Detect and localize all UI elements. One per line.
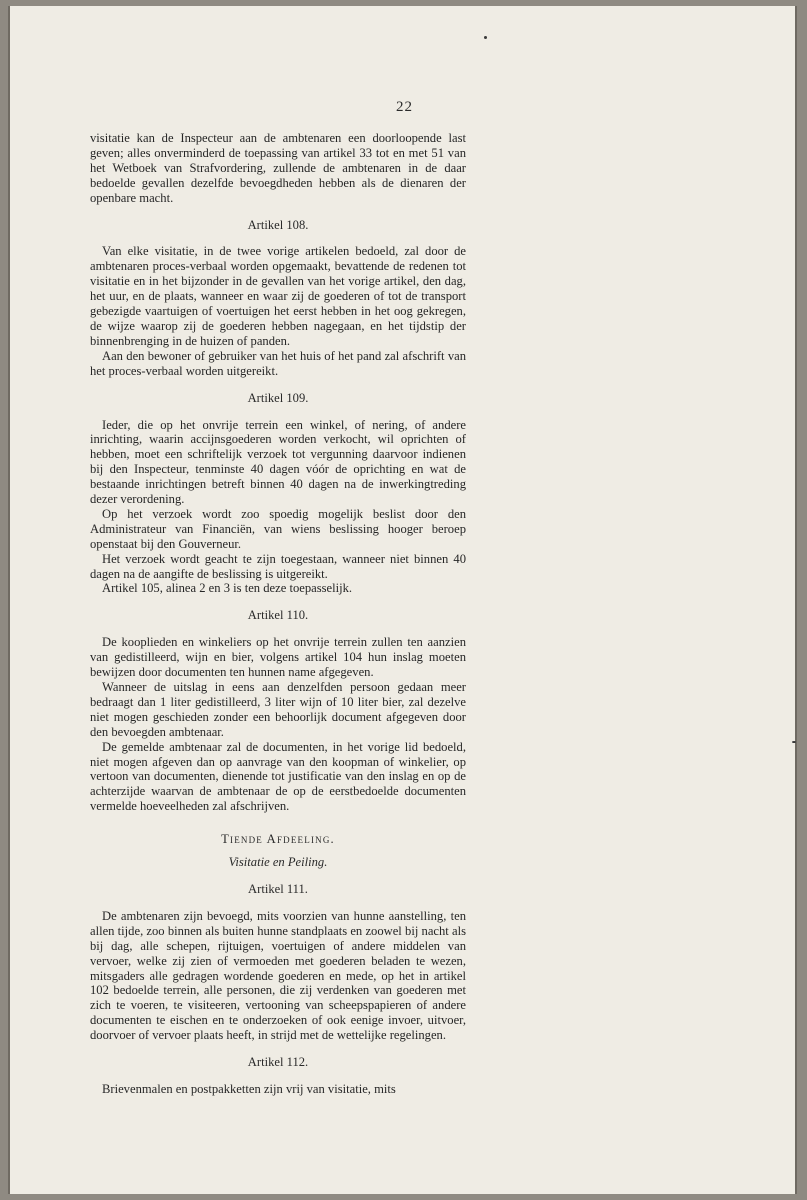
paragraph: Van elke visitatie, in de twee vorige artikelen bedoeld, zal door de ambtenaren proces-verbaal worden opgemaakt, bevattende de redenen tot visitatie en in het bijzonder in de gevallen van het vorige artikel, den dag, het uur, en de plaats, wanneer en waar zij de goederen of tot de transport gebezigde vaartuigen of voertuigen het eerst hebben in het oog gekregen, de wijze waarop zij de goederen hebben nagegaan, en het tijdstip der binnenbrenging in de huizen of panden.: [90, 244, 466, 348]
paragraph: De ambtenaren zijn bevoegd, mits voorzien van hunne aanstelling, ten allen tijde, zoo binnen als buiten hunne standplaats en zoowel bij nacht als bij dag, alle schepen, rijtuigen, voertuigen of andere middelen van vervoer, welke zij zien of vermoeden met goederen beladen te wezen, mitsgaders alle gedragen wordende goederen en mede, op het in artikel 102 bedoelde terrein, alle personen, die zij verdenken van goederen met zich te voeren, te visiteeren, vertooning van scheepspapieren of andere documenten te eischen en te onderzoeken of ook eenige invoer, uitvoer, doorvoer of vervoer plaats heeft, in strijd met de wettelijke regelingen.: [90, 908, 466, 1043]
paragraph: Wanneer de uitslag in eens aan denzelfden persoon gedaan meer bedraagt dan 1 liter gedistilleerd, 3 liter wijn of 10 liter bier, zal dezelve niet mogen geschieden zonder een behoorlijk document afgegeven door den bevoegden ambtenaar.: [90, 680, 466, 739]
paragraph: De kooplieden en winkeliers op het onvrije terrein zullen ten aanzien van gedistilleerd, wijn en bier, volgens artikel 104 hun inslag moeten bewijzen door documenten ten hunnen name afgegeven.: [90, 635, 466, 680]
paragraph: Artikel 105, alinea 2 en 3 is ten deze toepasselijk.: [102, 581, 353, 596]
section-heading: Tiende Afdeeling.: [221, 832, 335, 847]
article-heading: Artikel 112.: [247, 1055, 309, 1070]
paragraph: Op het verzoek wordt zoo spoedig mogelijk beslist door den Administrateur van Financiën, van wiens beslissing hooger beroep openstaat bij den Gouverneur.: [90, 506, 466, 551]
article-heading: Artikel 110.: [247, 608, 309, 623]
paragraph: De gemelde ambtenaar zal de documenten, in het vorige lid bedoeld, niet mogen afgeven dan op aanvrage van den koopman of winkelier, op vertoon van documenten, dienende tot justificatie van den inslag en op de achterzijde waarvan de ambtenaar de op de eerstbedoelde documenten vermelde hoeveelheden zal afschrijven.: [90, 739, 466, 814]
paragraph: Brievenmalen en postpakketten zijn vrij van visitatie, mits: [102, 1081, 396, 1096]
paragraph: Het verzoek wordt geacht te zijn toegestaan, wanneer niet binnen 40 dagen na de aangifte de beslissing is uitgereikt.: [90, 551, 466, 581]
article-heading: Artikel 108.: [247, 217, 309, 232]
body-text: [90, 131, 466, 1097]
section-subtitle: Visitatie en Peiling.: [228, 855, 328, 870]
scan-speck: [792, 741, 796, 743]
page-number: 22: [396, 99, 413, 115]
paragraph: visitatie kan de Inspecteur aan de ambtenaren een doorloopende last geven; alles onverminderd de toepassing van artikel 33 tot en met 51 van het Wetboek van Strafvordering, zullende de ambtenaren in de daar bedoelde gevallen dezelfde bevoegdheden hebben als de dienaren der openbare macht.: [90, 131, 466, 205]
paragraph: Ieder, die op het onvrije terrein een winkel, of nering, of andere inrichting, waarin accijnsgoederen worden verkocht, wil oprichten of hebben, moet een schriftelijk verzoek tot vergunning daarvoor indienen bij den Inspecteur, tenminste 40 dagen vóór de oprichting en wat de bestaande inrichtingen betreft binnen 40 dagen na de inwerkingtreding dezer verordening.: [90, 417, 466, 507]
article-heading: Artikel 109.: [247, 390, 309, 405]
article-heading: Artikel 111.: [248, 881, 308, 896]
scanned-page: [8, 6, 797, 1194]
paragraph: Aan den bewoner of gebruiker van het huis of het pand zal afschrift van het proces-verbaal worden uitgereikt.: [90, 348, 466, 378]
scan-speck: [484, 36, 487, 39]
